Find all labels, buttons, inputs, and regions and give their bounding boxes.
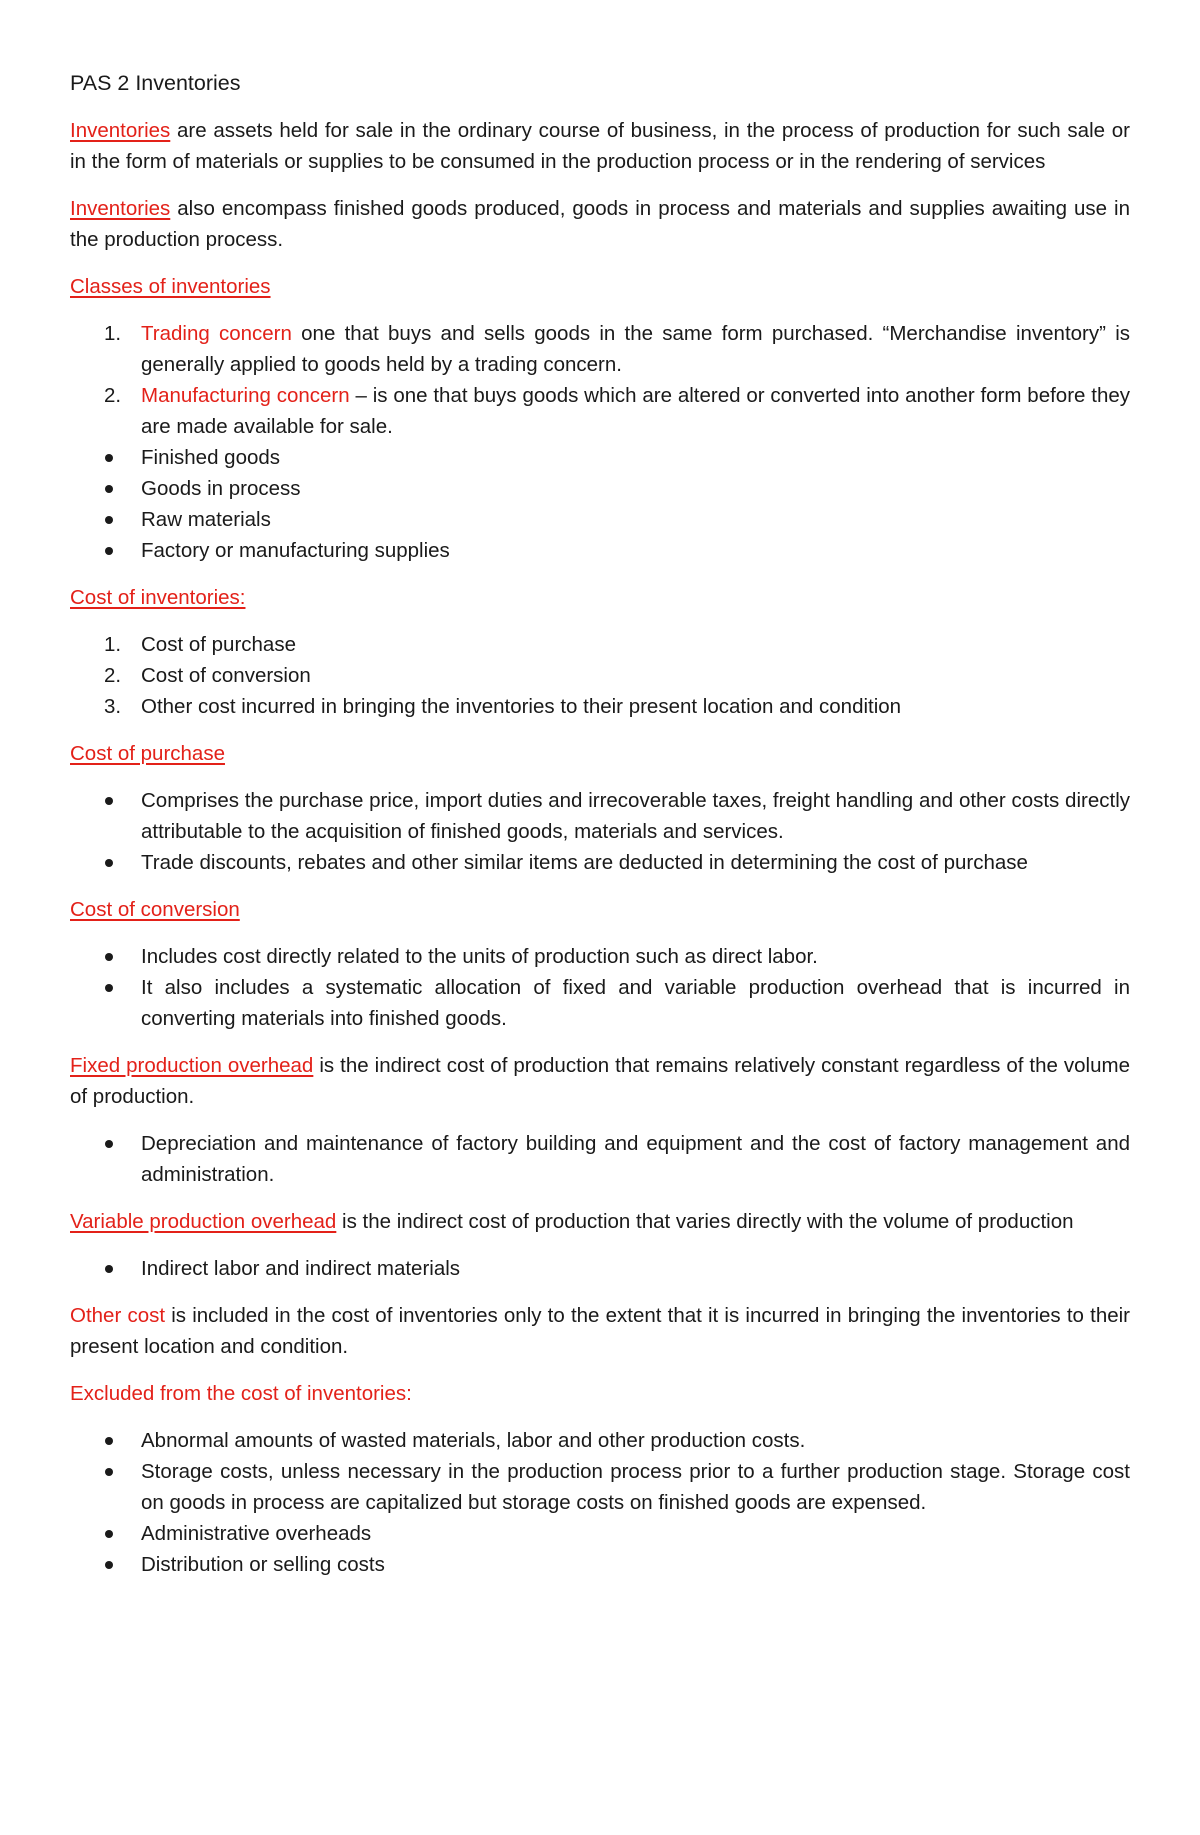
- bullet-icon: [105, 485, 113, 493]
- list-item: Includes cost directly related to the units of production such as direct labor.: [141, 941, 1130, 972]
- classes-list: [70, 318, 1130, 442]
- list-item: Abnormal amounts of wasted materials, labor and other production costs.: [141, 1425, 1130, 1456]
- bullet-icon: [105, 859, 113, 867]
- intro-text-1: are assets held for sale in the ordinary course of business, in the process of production for such sale or in the form of materials or supplies to be consumed in the production process or in the rendering of services: [70, 119, 1130, 173]
- fixed-overhead-paragraph: Fixed production overhead is the indirect cost of production that remains relatively constant regardless of the volume of production.: [70, 1054, 1130, 1108]
- bullet-icon: [105, 1561, 113, 1569]
- variable-overhead-paragraph: Variable production overhead is the indirect cost of production that varies directly with the volume of production: [70, 1210, 1074, 1233]
- bullet-icon: [105, 797, 113, 805]
- bullet-icon: [105, 516, 113, 524]
- heading-cost-of-purchase: Cost of purchase: [70, 742, 225, 765]
- list-item: 1. Cost of purchase: [104, 633, 296, 656]
- intro-text-2: also encompass finished goods produced, goods in process and materials and supplies awaiting use in the production process.: [70, 197, 1130, 251]
- cost-of-inventories-list: [70, 629, 1130, 722]
- heading-cost-of-conversion: Cost of conversion: [70, 898, 240, 921]
- list-item: Comprises the purchase price, import duties and irrecoverable taxes, freight handling and other costs directly attributable to the acquisition of finished goods, materials and services.: [141, 785, 1130, 847]
- list-item: 3. Other cost incurred in bringing the inventories to their present location and condition: [104, 695, 902, 718]
- bullet-icon: [105, 1265, 113, 1273]
- term-inventories-2: Inventories: [70, 197, 171, 220]
- list-item: Raw materials: [141, 504, 1130, 535]
- intro-paragraph-1: [70, 115, 1130, 177]
- term-trading-concern: Trading concern: [141, 322, 292, 345]
- bullet-icon: [105, 1530, 113, 1538]
- term-inventories: Inventories: [70, 119, 171, 142]
- bullet-icon: [105, 547, 113, 555]
- list-item: Goods in process: [141, 473, 1130, 504]
- variable-overhead-list: [70, 1253, 1130, 1284]
- list-item: Indirect labor and indirect materials: [141, 1253, 1130, 1284]
- bullet-icon: [105, 454, 113, 462]
- intro-paragraph-2: [70, 193, 1130, 255]
- list-item: Distribution or selling costs: [141, 1549, 1130, 1580]
- list-item: It also includes a systematic allocation of fixed and variable production overhead that is incurred in converting materials into finished goods.: [141, 972, 1130, 1034]
- bullet-icon: [105, 953, 113, 961]
- list-item: Administrative overheads: [141, 1518, 1130, 1549]
- term-other-cost: Other cost: [70, 1304, 166, 1327]
- bullet-icon: [105, 1140, 113, 1148]
- list-item: Factory or manufacturing supplies: [141, 535, 1130, 566]
- term-variable-production-overhead: Variable production overhead: [70, 1210, 337, 1233]
- heading-classes-of-inventories: Classes of inventories: [70, 275, 271, 298]
- bullet-icon: [105, 1468, 113, 1476]
- list-item: 2. Cost of conversion: [104, 664, 311, 687]
- bullet-icon: [105, 1437, 113, 1445]
- bullet-icon: [105, 984, 113, 992]
- manufacturing-inventory-list: [70, 442, 1130, 566]
- cost-of-purchase-list: [70, 785, 1130, 878]
- cost-of-conversion-list: [70, 941, 1130, 1034]
- list-item: Trade discounts, rebates and other similar items are deducted in determining the cost of purchase: [141, 847, 1130, 878]
- term-manufacturing-concern: Manufacturing concern: [141, 384, 350, 407]
- fixed-overhead-list: [70, 1128, 1130, 1190]
- list-item: 1. Trading concern one that buys and sells goods in the same form purchased. “Merchandise inventory” is generally applied to goods held by a trading concern.: [104, 322, 1130, 376]
- list-item: Storage costs, unless necessary in the production process prior to a further production stage. Storage cost on goods in process are capitalized but storage costs on finished goods are expensed.: [141, 1456, 1130, 1518]
- excluded-costs-list: [70, 1425, 1130, 1580]
- heading-cost-of-inventories: Cost of inventories:: [70, 586, 246, 609]
- list-item: 2. Manufacturing concern – is one that buys goods which are altered or converted into another form before they are made available for sale.: [104, 384, 1130, 438]
- other-cost-paragraph: Other cost is included in the cost of inventories only to the extent that it is incurred in bringing the inventories to their present location and condition.: [70, 1304, 1131, 1358]
- list-item: Depreciation and maintenance of factory building and equipment and the cost of factory management and administration.: [141, 1128, 1130, 1190]
- term-fixed-production-overhead: Fixed production overhead: [70, 1054, 314, 1077]
- document-title: PAS 2 Inventories: [70, 71, 241, 95]
- list-item: Finished goods: [141, 442, 1130, 473]
- heading-excluded-costs: Excluded from the cost of inventories:: [70, 1382, 412, 1405]
